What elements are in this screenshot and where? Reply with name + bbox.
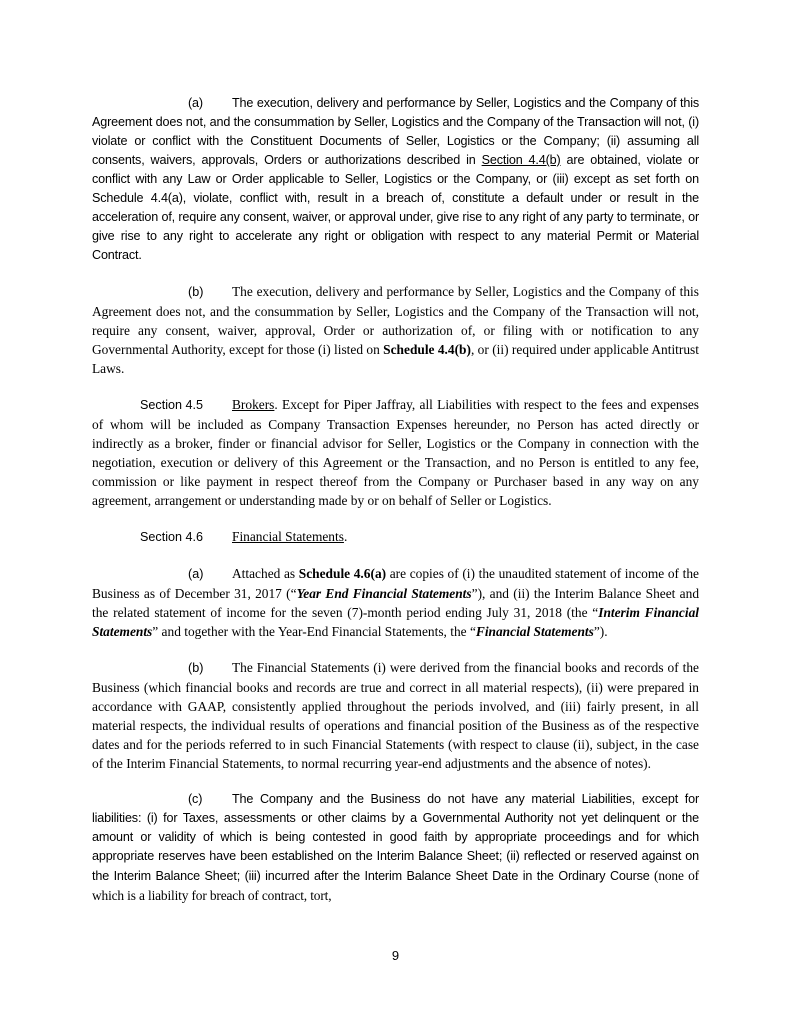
paragraph-4-4-a <box>92 94 699 265</box>
clause-marker: (c) <box>188 792 203 806</box>
paragraph-4-6-a <box>92 564 699 641</box>
section-heading: Financial Statements <box>232 529 344 544</box>
paragraph-text: Attached as <box>232 566 299 581</box>
paragraph-text: . Except for Piper Jaffray, all Liabilities with respect to the fees and expenses of whom will be included as Company Transaction Expenses hereunder, no Person has acted directly or indirectly as a broker, finder or financial advisor for Seller, Logistics or the Company in connection with the negotiation, execution or delivery of this Agreement or the Transaction, and no Person is entitled to any fee, commission or like payment in respect thereof from the Company or Purchaser based in any way on any agreement, arrangement or understanding made by or on behalf of Seller or Logistics. <box>92 397 699 508</box>
heading-period: . <box>343 529 348 544</box>
section-reference-link: Section 4.4(b) <box>481 153 561 167</box>
section-number: Section 4.5 <box>140 398 204 412</box>
defined-term: Year End Financial Statements <box>296 586 472 601</box>
paragraph-text: ”). <box>593 624 608 639</box>
paragraph-text: ” and together with the Year-End Financial Statements, the “ <box>152 624 476 639</box>
paragraph-text: The Financial Statements (i) were derived from the financial books and records of the Business (which financial books and records are true and correct in all material respects), (ii) were prepared in accordance with GAAP, consistently applied throughout the periods involved, and (iii) fairly present, in all material respects, the individual results of operations and financial position of the Business as of the respective dates and for the periods referred to in such Financial Statements (with respect to clause (ii), subject, in the case of the Interim Financial Statements, to normal recurring year-end adjustments and the absence of notes). <box>92 660 699 771</box>
paragraph-4-6-b <box>92 658 699 773</box>
paragraph-text-continued: (none of which is a liability for breach of contract, tort, <box>92 868 699 903</box>
document-page <box>92 94 699 923</box>
clause-marker: (a) <box>188 567 204 581</box>
defined-term: Interim Financial Statements <box>92 605 699 639</box>
paragraph-text: ”), and (ii) the Interim Balance Sheet and the related statement of income for the seven (7)-month period ending July 31, 2018 (the “ <box>92 586 700 620</box>
clause-marker: (b) <box>188 285 204 299</box>
paragraph-text: The Company and the Business do not have any material Liabilities, except for liabilities: (i) for Taxes, assessments or other claims by a Governmental Authority not yet delinquent or the amount or validity of which is being contested in good faith by appropriate proceedings and for which appropriate reserves have been established on the Interim Balance Sheet; (ii) reflected or reserved against on the Interim Balance Sheet; (iii) incurred after the Interim Balance Sheet Date in the Ordinary Course <box>92 792 699 883</box>
defined-term: Financial Statements <box>475 624 594 639</box>
clause-marker: (a) <box>188 96 203 110</box>
page-number: 9 <box>391 948 400 963</box>
paragraph-text: are copies of (i) the unaudited statement of income of the Business as of December 31, 2017 (“ <box>92 566 699 601</box>
paragraph-4-6-c <box>92 790 699 906</box>
clause-marker: (b) <box>188 661 204 675</box>
section-heading: Brokers <box>232 397 275 412</box>
paragraph-text: are obtained, violate or conflict with any Law or Order applicable to Seller, Logistics or the Company, or (iii) except as set forth on Schedule 4.4(a), violate, conflict with, result in a breach of, constitute a default under or result in the acceleration of, require any consent, waiver, or approval under, give rise to any right of any party to terminate, or give rise to any right to accelerate any right or obligation with respect to any material Permit or Material Contract. <box>92 153 699 262</box>
paragraph-text: The execution, delivery and performance by Seller, Logistics and the Company of this Agreement does not, and the consummation by Seller, Logistics and the Company of the Transaction will not, (i) violate or conflict with the Constituent Documents of Seller, Logistics or the Company; (ii) assuming all consents, waivers, approvals, Orders or authorizations described in <box>92 96 699 167</box>
schedule-reference: Schedule 4.4(b) <box>383 342 471 357</box>
paragraph-text: The execution, delivery and performance by Seller, Logistics and the Company of this Agreement does not, and the consummation by Seller, Logistics and the Company of the Transaction will not, require any consent, waiver, approval, Order or authorization of, or filing with or notification to any Governmental Authority, except for those (i) listed on <box>92 284 699 357</box>
schedule-reference: Schedule 4.6(a) <box>298 566 387 581</box>
paragraph-4-4-b <box>92 282 699 378</box>
section-4-6-heading <box>92 527 699 547</box>
section-number: Section 4.6 <box>140 530 204 544</box>
paragraph-text: , or (ii) required under applicable Antitrust Laws. <box>92 342 699 376</box>
section-4-5-brokers <box>92 395 699 510</box>
